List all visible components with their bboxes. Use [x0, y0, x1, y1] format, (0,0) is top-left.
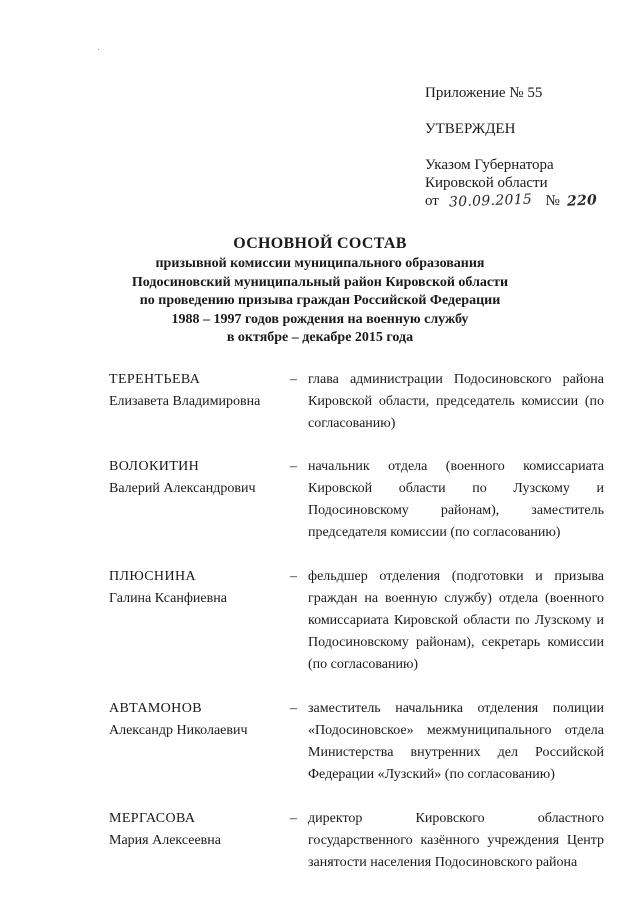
member-given-name: Галина Ксанфиевна [109, 591, 227, 606]
members-list [109, 369, 604, 874]
decree-line-2: Кировской области [425, 175, 548, 191]
member-name [109, 566, 284, 676]
document-title [0, 233, 640, 348]
approved-label: УТВЕРЖДЕН [425, 121, 516, 137]
title-line: Подосиновский муниципальный район Кировской области [131, 274, 509, 290]
member-surname: ТЕРЕНТЬЕВА [109, 372, 201, 387]
member-surname: АВТАМОНОВ [109, 701, 202, 716]
title-line: по проведению призыва граждан Российской Федерации [139, 293, 501, 308]
member-given-name: Александр Николаевич [109, 723, 248, 738]
dash-separator: – [290, 372, 297, 387]
member-name [109, 698, 284, 786]
title-line: в октябре – декабре 2015 года [226, 330, 414, 345]
member-surname: ПЛЮСНИНА [109, 569, 196, 584]
member-name [109, 369, 284, 435]
member-role: начальник отдела (военного комиссариата Кировской области по Лузскому и Подосиновскому районам), заместитель председателя комиссии (по согласованию) [308, 459, 604, 540]
title-line: 1988 – 1997 годов рождения на военную службу [171, 311, 469, 327]
member-row [109, 808, 604, 874]
member-row [109, 456, 604, 544]
member-role: заместитель начальника отделения полиции «Подосиновское» межмуниципального отдела Министерства внутренних дел Российской Федерации «Лузский» (по согласованию) [308, 701, 604, 782]
appendix-label: Приложение № 55 [425, 85, 543, 101]
approval-block [425, 84, 625, 212]
date-prefix: от [425, 193, 439, 209]
member-role: директор Кировского областного государственного казённого учреждения Центр занятости населения Подосиновского района [308, 811, 604, 870]
member-role: глава администрации Подосиновского района Кировской области, председатель комиссии (по согласованию) [308, 372, 604, 431]
member-given-name: Мария Алексеевна [109, 833, 221, 848]
title-line: призывной комиссии муниципального образования [155, 256, 485, 271]
member-given-name: Валерий Александрович [109, 481, 256, 496]
member-row [109, 566, 604, 676]
dash-separator: – [290, 459, 297, 474]
member-given-name: Елизавета Владимировна [109, 394, 261, 409]
member-surname: ВОЛОКИТИН [109, 459, 200, 474]
decree-date-row [425, 192, 625, 212]
member-row [109, 698, 604, 786]
member-name [109, 456, 284, 544]
dash-separator: – [290, 811, 297, 826]
handwritten-date: 30.09.2015 [448, 191, 533, 211]
dash-separator: – [290, 569, 297, 584]
member-name [109, 808, 284, 874]
member-row [109, 369, 604, 435]
number-label: № [545, 193, 560, 209]
title-main: ОСНОВНОЙ СОСТАВ [233, 235, 407, 252]
member-surname: МЕРГАСОВА [109, 811, 196, 826]
dash-separator: – [290, 701, 297, 716]
decree-line-1: Указом Губернатора [425, 157, 554, 173]
scan-speck [98, 49, 99, 50]
member-role: фельдшер отделения (подготовки и призыва граждан на военную службу) отдела (военного комиссариата Кировской области по Лузскому и Подосиновскому районам), секретарь комиссии (по согласованию) [308, 569, 604, 672]
handwritten-number: 220 [566, 192, 598, 210]
